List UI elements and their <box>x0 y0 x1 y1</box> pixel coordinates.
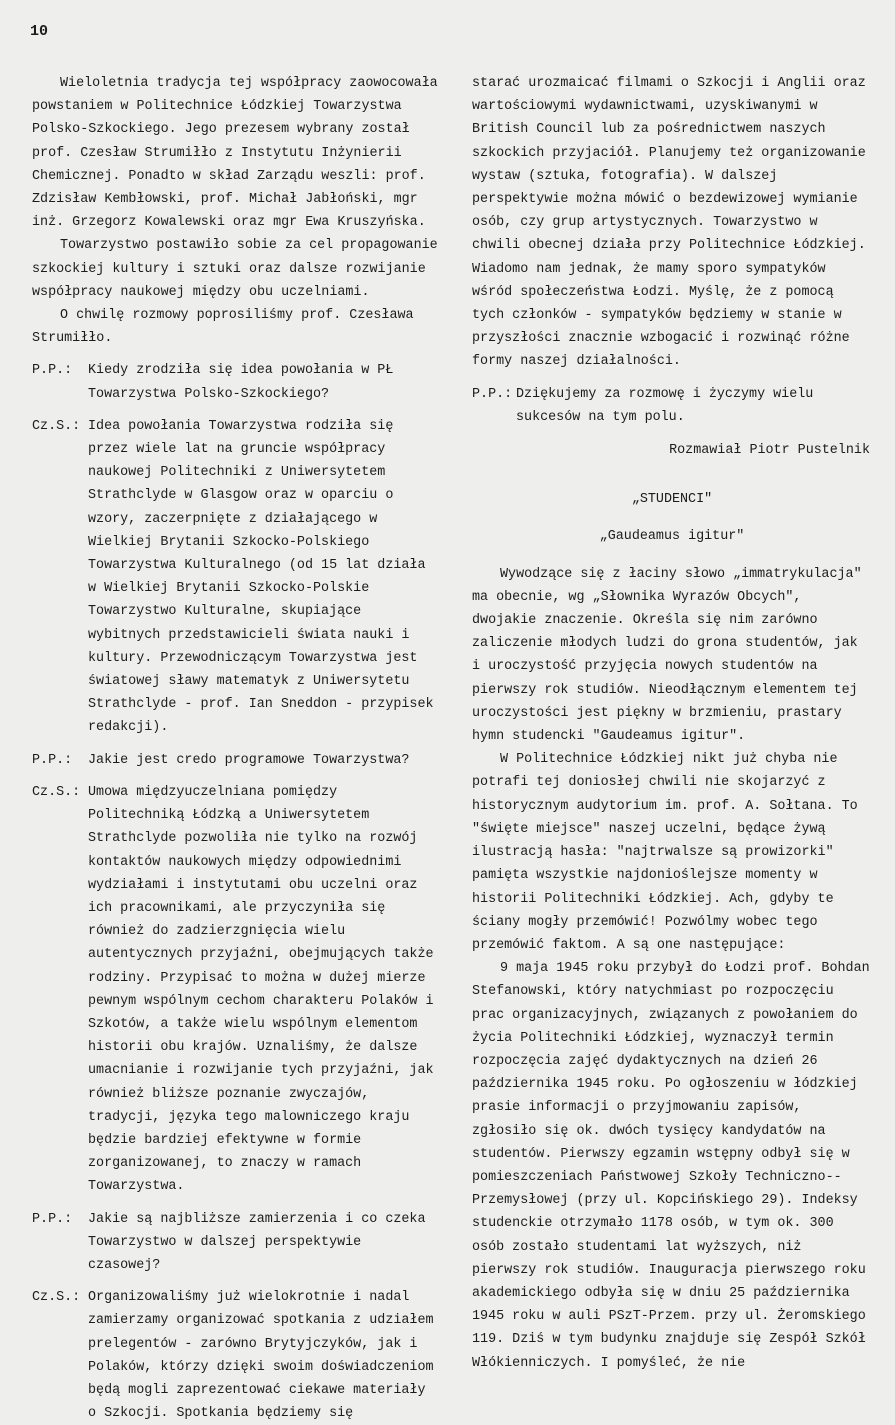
interview-question <box>32 1208 440 1278</box>
interview-question <box>32 359 440 405</box>
speaker-label: P.P.: <box>32 363 73 379</box>
article-paragraph-2: W Politechnice Łódzkiej nikt już chyba nie potrafi tej doniosłej chwili nie skojarzyć z historycznym audytorium im. prof. A. Sołtana. To "święte miejsce" naszej uczelni, będące żywą ilustracją hasła: "najtrwalsze są prowizorki" pamięta wszystkie najdonioślejsze momenty w historii Politechniki Łódzkiej. Ach, gdyby te ściany mogły przemówić! Pozwólmy wobec tego przemówić faktom. A są one następujące: <box>472 752 858 953</box>
speaker-label: Cz.S.: <box>32 1290 81 1306</box>
speaker-label: P.P.: <box>472 386 513 402</box>
speaker-label: P.P.: <box>32 752 73 768</box>
left-column <box>32 72 440 1425</box>
article-paragraph-1: Wywodzące się z łaciny słowo „immatrykulacja" ma obecnie, wg „Słownika Wyrazów Obcych", dwojakie znaczenie. Określa się nim zarówno zaliczenie młodych ludzi do grona studentów, jak i uroczystość przyjęcia nowych studentów na pierwszy rok studiów. Nieodłącznym elementem tej uroczystości jest piękny w brzmieniu, prastary hymn studencki "Gaudeamus igitur". <box>472 566 862 745</box>
answer-continuation: starać urozmaicać filmami o Szkocji i Anglii oraz wartościowymi wydawnictwami, uzyskiwanymi w British Council lub za pośrednictwem naszych szkockich przyjaciół. Planujemy też organizowanie wystaw (sztuka, fotografia). W dalszej perspektywie można mówić o bezdewizowej wymianie osób, czy grup artystycznych. Towarzystwo w chwili obecnej działa przy Politechnice Łódzkiej. Wiadomo nam jednak, że mamy sporo sympatyków wśród społeczeństwa Łodzi. Myślę, że z pomocą tych członków - sympatyków będziemy w stanie w przyszłości znacznie wzbogacić i rozwinąć różne formy naszej działalności. <box>472 76 866 370</box>
section-heading: „STUDENCI" <box>631 492 713 508</box>
question-text: Jakie są najbliższe zamierzenia i co czeka Towarzystwo w dalszej perspektywie czasowej? <box>88 1211 426 1273</box>
interview-answer <box>32 415 440 740</box>
speaker-label: P.P.: <box>32 1211 73 1227</box>
speaker-label: Cz.S.: <box>32 784 81 800</box>
interview-closing <box>472 383 872 429</box>
page-number: 10 <box>30 23 49 40</box>
section-subheading: „Gaudeamus igitur" <box>599 529 745 545</box>
answer-text: Umowa międzyuczelniana pomiędzy Politechniką Łódzką a Uniwersytetem Strathclyde pozwoliła nie tylko na rozwój kontaktów naukowych między odpowiednimi wydziałami i instytutami obu uczelni oraz ich pracownikami, ale przyczyniła się również do zadzierzgnięcia wielu autentycznych przyjaźni, obejmujących także rodziny. Przypisać to można w dużej mierze pewnym wspólnym cechom charakteru Polaków i Szkotów, a także wielu wspólnym elementom historii obu krajów. Uznaliśmy, że dalsze umacnianie i rozwijanie tych przyjaźni, jak również bliższe poznanie zwyczajów, tradycji, języka tego malowniczego kraju będzie bardziej efektywne w formie zorganizowanej, to znaczy w ramach Towarzystwa. <box>88 784 434 1195</box>
intro-paragraph-2: Towarzystwo postawiło sobie za cel propagowanie szkockiej kultury i sztuki oraz dalsze rozwijanie współpracy naukowej między obu uczelniami. <box>32 238 438 300</box>
article-paragraph-3: 9 maja 1945 roku przybył do Łodzi prof. Bohdan Stefanowski, który natychmiast po rozpoczęciu prac organizacyjnych, związanych z powołaniem do życia Politechniki Łódzkiej, wyznaczył termin rozpoczęcia zajęć dydaktycznych na dzień 26 października 1945 roku. Po ogłoszeniu w łódzkiej prasie informacji o przyjmowaniu zapisów, zgłosiło się ok. dwóch tysięcy kandydatów na studentów. Pierwszy egzamin wstępny odbył się w pomieszczeniach Państwowej Szkoły Techniczno--Przemysłowej (przy ul. Kopcińskiego 29). Indeksy studenckie otrzymało 1178 osób, w tym ok. 300 osób zostało studentami lat wyższych, niż pierwszy rok studiów. Inauguracja pierwszego roku akademickiego odbyła się w dniu 25 października 1945 roku w auli PSzT-Przem. przy ul. Żeromskiego 119. Dziś w tym budynku znajduje się Zespół Szkół Włókienniczych. I pomyśleć, że nie <box>472 961 870 1371</box>
question-text: Jakie jest credo programowe Towarzystwa? <box>88 752 410 768</box>
intro-paragraph-3: O chwilę rozmowy poprosiliśmy prof. Czesława Strumiłło. <box>32 308 414 347</box>
answer-text: Organizowaliśmy już wielokrotnie i nadal zamierzamy organizować spotkania z udziałem prelegentów - zarówno Brytyjczyków, jak i Polaków, którzy dzięki swoim doświadczeniom będą mogli zaprezentować ciekawe materiały o Szkocji. Spotkania będziemy się <box>88 1290 434 1422</box>
interview-answer <box>32 1286 440 1425</box>
closing-text: Dziękujemy za rozmowę i życzymy wielu sukcesów na tym polu. <box>516 386 814 425</box>
speaker-label: Cz.S.: <box>32 418 81 434</box>
question-text: Kiedy zrodziła się idea powołania w PŁ Towarzystwa Polsko-Szkockiego? <box>88 363 394 402</box>
author-credit: Rozmawiał Piotr Pustelnik <box>669 443 870 459</box>
interview-question <box>32 749 440 772</box>
right-column <box>472 72 872 1375</box>
intro-paragraph-1: Wieloletnia tradycja tej współpracy zaowocowała powstaniem w Politechnice Łódzkiej Towarzystwa Polsko-Szkockiego. Jego prezesem wybrany został prof. Czesław Strumiłło z Instytutu Inżynierii Chemicznej. Ponadto w skład Zarządu weszli: prof. Zdzisław Kembłowski, prof. Michał Jabłoński, mgr inż. Grzegorz Kowalewski oraz mgr Ewa Kruszyńska. <box>32 76 438 231</box>
interview-answer <box>32 781 440 1199</box>
answer-text: Idea powołania Towarzystwa rodziła się przez wiele lat na gruncie współpracy naukowej Politechniki z Uniwersytetem Strathclyde w Glasgow oraz w oparciu o wzory, zaczerpnięte z działającego w Wielkiej Brytanii Szkocko-Polskiego Towarzystwa Kulturalnego (od 15 lat działa w Wielkiej Brytanii Szkocko-Polskie Towarzystwo Kulturalne, skupiające wybitnych przedstawicieli świata nauki i kultury. Przewodniczącym Towarzystwa jest światowej sławy matematyk z Uniwersytetu Strathclyde - prof. Ian Sneddon - przypisek redakcji). <box>88 418 434 736</box>
